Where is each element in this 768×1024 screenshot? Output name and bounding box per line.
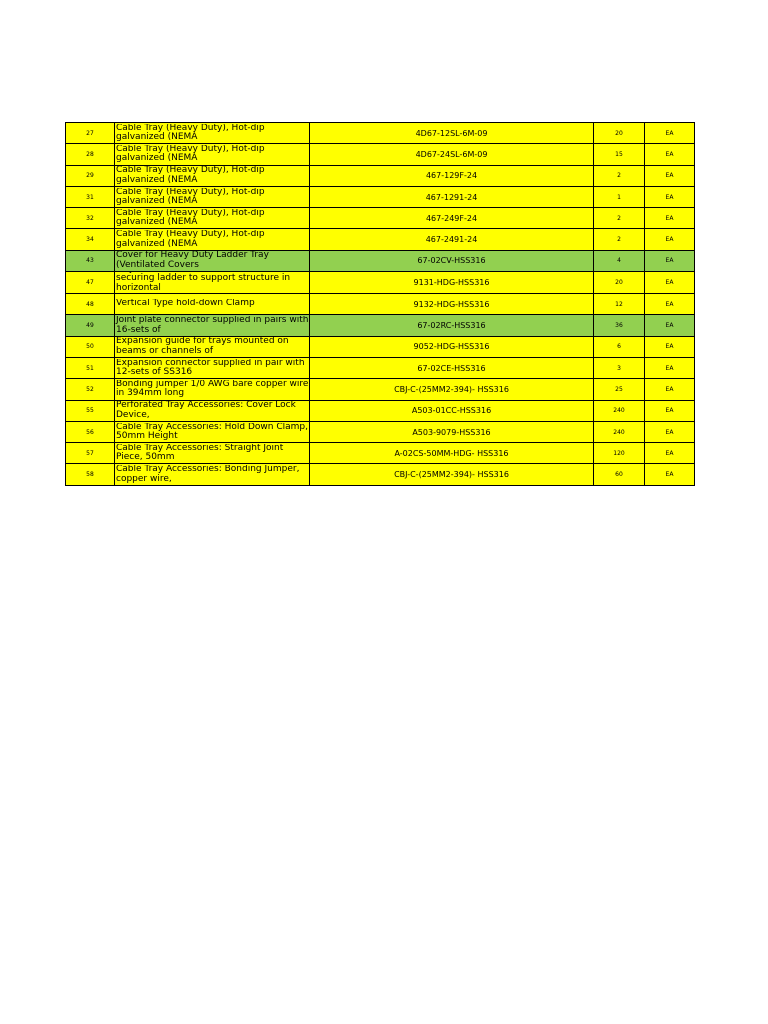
table-row: [66, 464, 695, 485]
quantity-cell[interactable]: 36: [594, 315, 645, 336]
item-number-cell[interactable]: 51: [66, 357, 115, 378]
quantity-cell[interactable]: 20: [594, 272, 645, 294]
unit-cell[interactable]: EA: [645, 379, 695, 400]
description-text: [115, 209, 309, 228]
description-text: [115, 299, 309, 309]
description-text: [115, 230, 309, 249]
description-cell[interactable]: [115, 186, 310, 207]
description-label: Cable Tray Accessories: Bonding Jumper, copper wire,: [116, 465, 300, 484]
part-number-cell[interactable]: 467-129F-24: [310, 165, 594, 186]
description-text: [115, 465, 309, 484]
description-label: Joint plate connector supplied in pairs with 16-sets of: [116, 316, 309, 335]
description-label: Perforated Tray Accessories: Cover Lock Device,: [116, 401, 296, 420]
description-text: [115, 251, 309, 270]
description-cell[interactable]: [115, 229, 310, 250]
description-label: Cable Tray (Heavy Duty), Hot-dip galvanized (NEMA: [116, 166, 265, 185]
unit-cell[interactable]: EA: [645, 186, 695, 207]
description-label: Expansion guide for trays mounted on beams or channels of: [116, 337, 289, 356]
description-cell[interactable]: [115, 464, 310, 485]
table-row: [66, 357, 695, 378]
table-row: [66, 294, 695, 315]
item-number-cell[interactable]: 28: [66, 144, 115, 165]
item-number-cell[interactable]: 27: [66, 123, 115, 144]
description-text: [115, 380, 309, 399]
item-number-cell[interactable]: 58: [66, 464, 115, 485]
table-row: [66, 165, 695, 186]
description-label: Cable Tray (Heavy Duty), Hot-dip galvanized (NEMA: [116, 123, 265, 143]
description-cell[interactable]: [115, 208, 310, 229]
part-number-cell[interactable]: 9132-HDG-HSS316: [310, 294, 594, 315]
quantity-cell[interactable]: 240: [594, 400, 645, 421]
part-number-cell[interactable]: A-02CS-50MM-HDG- HSS316: [310, 443, 594, 464]
table-body: [66, 123, 695, 486]
description-cell[interactable]: [115, 272, 310, 294]
quantity-cell[interactable]: 15: [594, 144, 645, 165]
description-label: Cable Tray (Heavy Duty), Hot-dip galvanized (NEMA: [116, 144, 265, 164]
description-cell[interactable]: [115, 443, 310, 464]
description-cell[interactable]: [115, 357, 310, 378]
unit-cell[interactable]: EA: [645, 229, 695, 250]
quantity-cell[interactable]: 2: [594, 165, 645, 186]
part-number-cell[interactable]: 4D67-24SL-6M-09: [310, 144, 594, 165]
table-row: [66, 144, 695, 165]
item-number-cell[interactable]: 57: [66, 443, 115, 464]
description-text: [115, 423, 309, 442]
description-label: Cable Tray Accessories: Straight Joint Piece, 50mm: [116, 443, 284, 463]
unit-cell[interactable]: EA: [645, 336, 695, 357]
item-number-cell[interactable]: 32: [66, 208, 115, 229]
table-row: [66, 315, 695, 336]
part-number-cell[interactable]: 467-249F-24: [310, 208, 594, 229]
unit-cell[interactable]: EA: [645, 123, 695, 144]
description-cell[interactable]: [115, 400, 310, 421]
unit-cell[interactable]: EA: [645, 464, 695, 485]
unit-cell[interactable]: EA: [645, 294, 695, 315]
description-text: [115, 316, 309, 335]
description-label: Cable Tray Accessories: Hold Down Clamp, 50mm Height: [116, 422, 308, 441]
part-number-cell[interactable]: A503-9079-HSS316: [310, 421, 594, 442]
description-text: [115, 444, 309, 463]
item-number-cell[interactable]: 49: [66, 315, 115, 336]
description-text: [115, 359, 309, 378]
item-number-cell[interactable]: 56: [66, 421, 115, 442]
part-number-cell[interactable]: 4D67-12SL-6M-09: [310, 123, 594, 144]
quantity-cell[interactable]: 3: [594, 357, 645, 378]
part-number-cell[interactable]: 67-02CE-HSS316: [310, 357, 594, 378]
quantity-cell[interactable]: 6: [594, 336, 645, 357]
unit-cell[interactable]: EA: [645, 250, 695, 271]
table-row: [66, 208, 695, 229]
item-number-cell[interactable]: 47: [66, 272, 115, 294]
item-number-cell[interactable]: 48: [66, 294, 115, 315]
quantity-cell[interactable]: 12: [594, 294, 645, 315]
description-text: [115, 188, 309, 207]
description-text: [115, 166, 309, 185]
description-cell[interactable]: [115, 144, 310, 165]
description-cell[interactable]: [115, 294, 310, 315]
table-row: [66, 123, 695, 144]
description-cell[interactable]: [115, 336, 310, 357]
item-number-cell[interactable]: 52: [66, 379, 115, 400]
description-label: Expansion connector supplied in pair with 12-sets of SS316: [116, 358, 305, 378]
description-cell[interactable]: [115, 165, 310, 186]
description-label: Vertical Type hold-down Clamp: [116, 299, 255, 309]
part-number-cell[interactable]: 9131-HDG-HSS316: [310, 272, 594, 294]
description-cell[interactable]: [115, 421, 310, 442]
unit-cell[interactable]: EA: [645, 421, 695, 442]
description-label: Cable Tray (Heavy Duty), Hot-dip galvanized (NEMA: [116, 187, 265, 207]
table-row: [66, 250, 695, 271]
unit-cell[interactable]: EA: [645, 443, 695, 464]
description-text: [115, 145, 309, 164]
unit-cell[interactable]: EA: [645, 144, 695, 165]
description-text: [115, 337, 309, 356]
quantity-cell[interactable]: 120: [594, 443, 645, 464]
description-label: securing ladder to support structure in horizontal: [116, 273, 291, 293]
part-number-cell[interactable]: 467-1291-24: [310, 186, 594, 207]
part-number-cell[interactable]: CBJ-C-(25MM2-394)- HSS316: [310, 379, 594, 400]
table-row: [66, 229, 695, 250]
unit-cell[interactable]: EA: [645, 357, 695, 378]
item-number-cell[interactable]: 29: [66, 165, 115, 186]
unit-cell[interactable]: EA: [645, 315, 695, 336]
quantity-cell[interactable]: 25: [594, 379, 645, 400]
quantity-cell[interactable]: 1: [594, 186, 645, 207]
description-cell[interactable]: [115, 123, 310, 144]
table-row: [66, 421, 695, 442]
quantity-cell[interactable]: 20: [594, 123, 645, 144]
description-text: [115, 272, 309, 293]
unit-cell[interactable]: EA: [645, 208, 695, 229]
part-number-cell[interactable]: 467-2491-24: [310, 229, 594, 250]
part-number-cell[interactable]: A503-01CC-HSS316: [310, 400, 594, 421]
quantity-cell[interactable]: 240: [594, 421, 645, 442]
description-label: Bonding jumper 1/0 AWG bare copper wire in 394mm long: [116, 379, 309, 399]
part-number-cell[interactable]: 67-02RC-HSS316: [310, 315, 594, 336]
item-number-cell[interactable]: 50: [66, 336, 115, 357]
table-row: [66, 443, 695, 464]
description-label: Cable Tray (Heavy Duty), Hot-dip galvanized (NEMA: [116, 208, 265, 228]
description-label: Cable Tray (Heavy Duty), Hot-dip galvanized (NEMA: [116, 230, 265, 249]
table-row: [66, 186, 695, 207]
item-number-cell[interactable]: 43: [66, 250, 115, 271]
description-text: [115, 124, 309, 143]
table-row: [66, 379, 695, 400]
table-row: [66, 336, 695, 357]
part-number-cell[interactable]: 9052-HDG-HSS316: [310, 336, 594, 357]
quantity-cell[interactable]: 4: [594, 250, 645, 271]
item-number-cell[interactable]: 31: [66, 186, 115, 207]
part-number-cell[interactable]: CBJ-C-(25MM2-394)- HSS316: [310, 464, 594, 485]
description-label: Cover for Heavy Duty Ladder Tray (Ventilated Covers: [116, 251, 269, 270]
unit-cell[interactable]: EA: [645, 165, 695, 186]
table-row: [66, 272, 695, 294]
quantity-cell[interactable]: 2: [594, 208, 645, 229]
description-cell[interactable]: [115, 379, 310, 400]
quantity-cell[interactable]: 2: [594, 229, 645, 250]
item-number-cell[interactable]: 55: [66, 400, 115, 421]
quantity-cell[interactable]: 60: [594, 464, 645, 485]
unit-cell[interactable]: EA: [645, 272, 695, 294]
description-cell[interactable]: [115, 250, 310, 271]
table-row: [66, 400, 695, 421]
description-cell[interactable]: [115, 315, 310, 336]
item-number-cell[interactable]: 34: [66, 229, 115, 250]
description-text: [115, 401, 309, 420]
unit-cell[interactable]: EA: [645, 400, 695, 421]
part-number-cell[interactable]: 67-02CV-HSS316: [310, 250, 594, 271]
material-table: [65, 122, 695, 486]
